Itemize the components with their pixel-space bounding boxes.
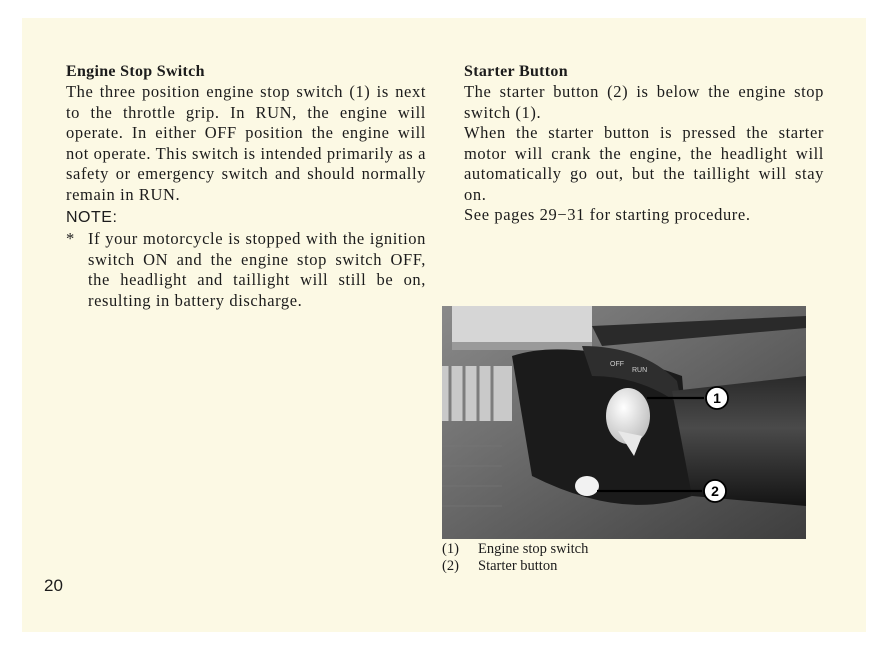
starter-button-para-1: The starter button (2) is below the engine stop switch (1). <box>464 82 824 122</box>
handlebar-switch-photo <box>442 306 806 539</box>
caption-number: (1) <box>442 541 459 557</box>
starter-button-heading: Starter Button <box>464 63 568 80</box>
starter-button-para-3: See pages 29−31 for starting procedure. <box>464 205 751 224</box>
caption-text: Engine stop switch <box>478 541 589 557</box>
note-label: NOTE: <box>66 209 118 226</box>
engine-stop-switch-text: The three position engine stop switch (1) is next to the throttle grip. In RUN, the engine will operate. In either OFF position the engine will not operate. This switch is intended primarily as a safety or emergency switch and should normally remain in RUN. <box>66 82 426 204</box>
caption-row <box>442 558 802 575</box>
caption-number: (2) <box>442 558 459 574</box>
handlebar-switch-illustration <box>442 306 806 539</box>
figure-caption <box>442 541 802 575</box>
switch-label-run: RUN <box>632 367 648 374</box>
caption-row <box>442 541 802 558</box>
note-item <box>66 229 426 311</box>
engine-stop-switch-heading: Engine Stop Switch <box>66 63 205 80</box>
note-text: If your motorcycle is stopped with the ignition switch ON and the engine stop switch OFF, the headlight and taillight will still be on, resulting in battery discharge. <box>88 229 426 310</box>
callout-1-label: 1 <box>713 390 721 406</box>
page-number: 20 <box>44 576 63 595</box>
switch-label-off: OFF <box>610 361 624 368</box>
note-bullet: * <box>66 229 75 248</box>
caption-text: Starter button <box>478 558 558 574</box>
starter-button-para-2: When the starter button is pressed the starter motor will crank the engine, the headlight will automatically go out, but the taillight will stay on. <box>464 123 824 204</box>
right-column <box>464 63 824 226</box>
callout-2-label: 2 <box>711 483 719 499</box>
left-column <box>66 63 426 311</box>
